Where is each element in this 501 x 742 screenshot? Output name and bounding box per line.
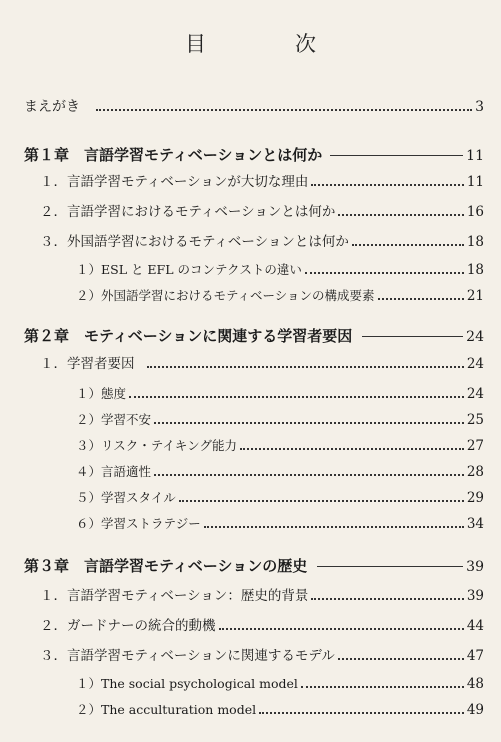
dot-leader [219, 628, 464, 630]
line-leader [330, 155, 463, 156]
toc-entry-subsection[interactable] [76, 259, 484, 281]
toc-entry-subsection[interactable] [76, 487, 484, 509]
toc-page-number: 25 [466, 412, 484, 428]
toc-label: 第１章 言語学習モティベーションとは何か [24, 146, 323, 164]
toc-page-number: 34 [466, 516, 484, 532]
toc-page-number: 27 [466, 438, 484, 454]
dot-leader [240, 448, 464, 450]
toc-label: ２）The acculturation model [76, 702, 257, 717]
toc-entry-subsection[interactable] [76, 673, 484, 695]
toc-label: ２）外国語学習におけるモティベーションの構成要素 [76, 288, 375, 303]
toc-page-number: 28 [466, 464, 484, 480]
toc-label: ２）学習不安 [76, 412, 152, 427]
dot-leader [259, 712, 464, 714]
dot-leader [338, 658, 464, 660]
dot-leader [305, 272, 464, 274]
dot-leader [311, 598, 463, 600]
toc-page-number: 18 [466, 262, 484, 278]
toc-label: １）態度 [76, 386, 127, 401]
toc-entry-subsection[interactable] [76, 383, 484, 405]
toc-entry-section[interactable] [40, 615, 484, 637]
dot-leader [338, 214, 463, 216]
toc-label: １）The social psychological model [76, 676, 298, 691]
toc-entry-subsection[interactable] [76, 409, 484, 431]
toc-page-number: 49 [466, 702, 484, 718]
toc-page-number: 11 [466, 174, 484, 190]
dot-leader [96, 109, 472, 111]
toc-entry-chapter-2[interactable] [24, 325, 484, 347]
dot-leader [154, 474, 464, 476]
toc-label: 第３章 言語学習モティベーションの歴史 [24, 557, 308, 575]
toc-entry-section[interactable] [40, 201, 484, 223]
toc-page-number: 48 [466, 676, 484, 692]
dot-leader [301, 686, 464, 688]
toc-label: ４）言語適性 [76, 464, 152, 479]
dot-leader [147, 366, 464, 368]
toc-entry-section[interactable] [40, 645, 484, 667]
toc-page-number: 24 [466, 356, 484, 372]
toc-label: １．学習者要因 [40, 356, 135, 372]
toc-page-number: 47 [466, 648, 484, 664]
toc-page-number: 16 [466, 204, 484, 220]
page-title: 目 次 [185, 32, 350, 56]
dot-leader [311, 184, 463, 186]
dot-leader [129, 396, 464, 398]
dot-leader [179, 500, 464, 502]
toc-page-number: 39 [466, 588, 484, 604]
toc-page-number: 44 [466, 618, 484, 634]
toc-entry-chapter-1[interactable] [24, 144, 484, 166]
dot-leader [154, 422, 464, 424]
toc-page-number: 18 [466, 234, 484, 250]
toc-page-number: 29 [466, 490, 484, 506]
toc-entry-preface[interactable] [24, 96, 484, 118]
toc-label: ３．外国語学習におけるモティベーションとは何か [40, 234, 349, 250]
toc-entry-section[interactable] [40, 353, 484, 375]
dot-leader [204, 526, 464, 528]
toc-page-number: 3 [475, 99, 484, 115]
toc-label: １）ESL と EFL のコンテクストの違い [76, 262, 302, 277]
toc-entry-subsection[interactable] [76, 435, 484, 457]
toc-label: まえがき [24, 99, 80, 115]
toc-label: １．言語学習モティベーションが大切な理由 [40, 174, 309, 190]
dot-leader [378, 298, 464, 300]
toc-label: １．言語学習モティベーション：歴史的背景 [40, 588, 309, 604]
toc-label: ２．ガードナーの統合的動機 [40, 618, 216, 634]
toc-label: ５）学習スタイル [76, 490, 176, 505]
toc-entry-section[interactable] [40, 231, 484, 253]
toc-page-number: 24 [466, 386, 484, 402]
toc-page-number: 24 [466, 329, 484, 345]
toc-page-number: 39 [466, 559, 484, 575]
toc-entry-subsection[interactable] [76, 285, 484, 307]
toc-entry-subsection[interactable] [76, 513, 484, 535]
toc-label: ３．言語学習モティベーションに関連するモデル [40, 648, 335, 664]
dot-leader [352, 244, 464, 246]
line-leader [362, 336, 463, 337]
toc-entry-chapter-3[interactable] [24, 555, 484, 577]
toc-label: 第２章 モティベーションに関連する学習者要因 [24, 327, 353, 345]
toc-label: ２．言語学習におけるモティベーションとは何か [40, 204, 336, 220]
line-leader [317, 566, 463, 567]
toc-page-number: 21 [466, 288, 484, 304]
toc-entry-section[interactable] [40, 585, 484, 607]
toc-label: ６）学習ストラテジー [76, 516, 201, 531]
toc-page-number: 11 [466, 148, 484, 164]
toc-label: ３）リスク・テイキング能力 [76, 438, 238, 453]
toc-entry-section[interactable] [40, 171, 484, 193]
toc-entry-subsection[interactable] [76, 461, 484, 483]
toc-entry-subsection[interactable] [76, 699, 484, 721]
